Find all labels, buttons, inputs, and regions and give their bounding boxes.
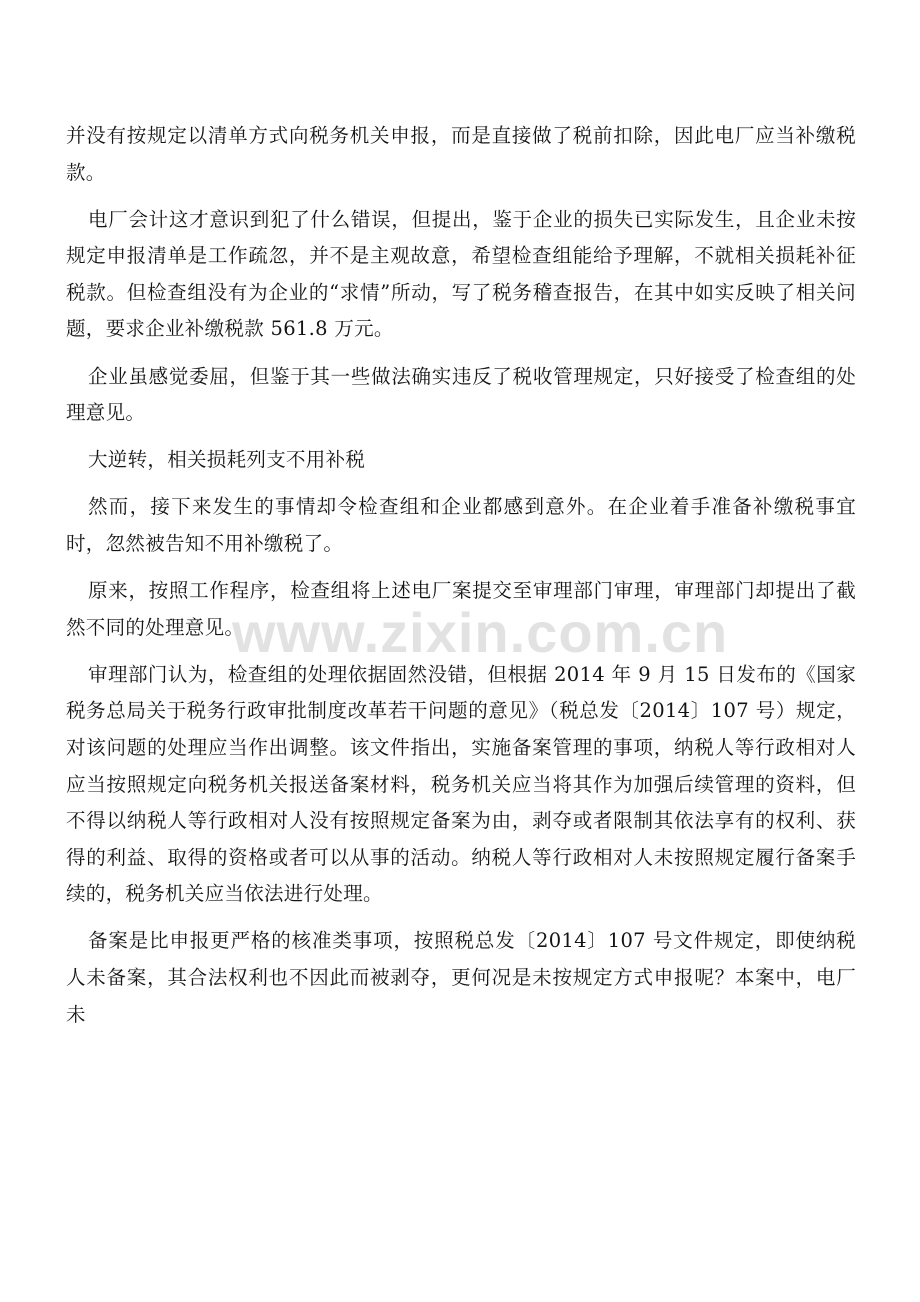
section-heading: 大逆转，相关损耗列支不用补税 <box>88 448 366 472</box>
paragraph-continuation: 并没有按规定以清单方式向税务机关申报，而是直接做了税前扣除，因此电厂应当补缴税款。 <box>66 124 856 184</box>
document-body <box>66 118 856 1044</box>
paragraph: 然而，接下来发生的事情却令检查组和企业都感到意外。在企业着手准备补缴税事宜时，忽然被告知不用补缴税了。 <box>66 495 856 555</box>
watermark: www.zixin.com.cn <box>232 601 729 664</box>
paragraph: 原来，按照工作程序，检查组将上述电厂案提交至审理部门审理，审理部门却提出了截然不同的处理意见。 <box>66 579 856 639</box>
paragraph: 企业虽感觉委屈，但鉴于其一些做法确实违反了税收管理规定，只好接受了检查组的处理意见。 <box>66 364 856 425</box>
paragraph: 审理部门认为，检查组的处理依据固然没错，但根据 2014 年 9 月 15 日发布的《国家税务总局关于税务行政审批制度改革若干问题的意见》（税总发〔2014〕107 号）规定，对该问题的处理应当作出调整。该文件指出，实施备案管理的事项，纳税人等行政相对人应当按照规定向税务机关报送备案材料，税务机关应当将其作为加强后续管理的资料，但不得以纳税人等行政相对人没有按照规定备案为由，剥夺或者限制其依法享有的权利、获得的利益、取得的资格或者可以从事的活动。纳税人等行政相对人未按照规定履行备案手续的，税务机关应当依法进行处理。 <box>66 662 856 906</box>
paragraph: 电厂会计这才意识到犯了什么错误，但提出，鉴于企业的损失已实际发生，且企业未按规定申报清单是工作疏忽，并不是主观故意，希望检查组能给予理解，不就相关损耗补征税款。但检查组没有为企业的“求情”所动，写了税务稽查报告，在其中如实反映了相关问题，要求企业补缴税款 561.8 万元。 <box>66 207 856 341</box>
paragraph: 备案是比申报更严格的核准类事项，按照税总发〔2014〕107 号文件规定，即使纳税人未备案，其合法权利也不因此而被剥夺，更何况是未按规定方式申报呢？本案中，电厂未 <box>66 929 856 1026</box>
